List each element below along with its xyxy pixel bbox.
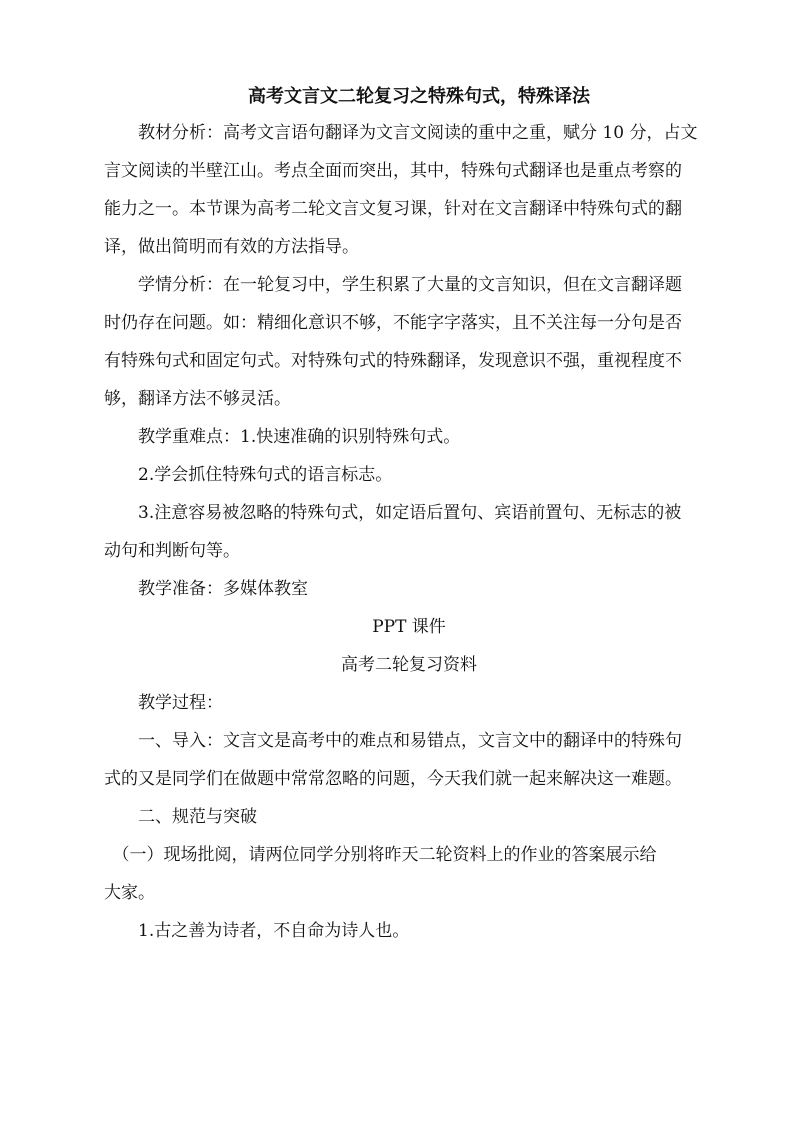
paragraph [104, 456, 714, 494]
paragraph [104, 684, 714, 722]
paragraph [104, 418, 714, 456]
paragraph [104, 494, 714, 570]
document-title: 高考文言文二轮复习之特殊句式，特殊译法 [248, 86, 590, 107]
paragraph-line: 时仍存在问题。如：精细化意识不够，不能字字落实，且不关注每一分句是否 [104, 313, 682, 333]
centered-line: 高考二轮复习资料 [341, 655, 477, 675]
section-process [104, 684, 714, 950]
paragraph-line: 言文阅读的半壁江山。考点全面而突出，其中，特殊句式翻译也是重点考察的 [104, 161, 682, 181]
centered-line: PPT 课件 [372, 617, 446, 637]
paragraph-line: 式的又是同学们在做题中常常忽略的问题，今天我们就一起来解决这一难题。 [104, 769, 682, 789]
paragraph-line: 3.注意容易被忽略的特殊句式，如定语后置句、宾语前置句、无标志的被 [104, 503, 682, 523]
paragraph-line: 学情分析：在一轮复习中，学生积累了大量的文言知识，但在文言翻译题 [104, 275, 682, 295]
paragraph-line: 教学过程： [104, 693, 223, 713]
paragraph-line: 教材分析：高考文言语句翻译为文言文阅读的重中之重，赋分 10 分，占文 [104, 123, 698, 143]
paragraph [104, 266, 714, 418]
paragraph [104, 836, 714, 912]
paragraph-line: （一）现场批阅，请两位同学分别将昨天二轮资料上的作业的答案展示给 [104, 845, 657, 865]
paragraph-line: 教学准备：多媒体教室 [104, 579, 308, 599]
paragraph [104, 114, 714, 266]
paragraph-line: 二、规范与突破 [104, 807, 257, 827]
paragraph-line: 教学重难点：1.快速准确的识别特殊句式。 [104, 427, 461, 447]
paragraph-line: 有特殊句式和固定句式。对特殊句式的特殊翻译，发现意识不强，重视程度不 [104, 351, 682, 371]
paragraph-line: 能力之一。本节课为高考二轮文言文复习课，针对在文言翻译中特殊句式的翻 [104, 199, 682, 219]
paragraph-line: 够，翻译方法不够灵活。 [104, 389, 291, 409]
paragraph [104, 570, 714, 608]
paragraph-line: 译，做出简明而有效的方法指导。 [104, 237, 359, 257]
paragraph [104, 722, 714, 798]
paragraph [104, 912, 714, 950]
paragraph-line: 一、导入：文言文是高考中的难点和易错点，文言文中的翻译中的特殊句 [104, 731, 682, 751]
paragraph [104, 798, 714, 836]
paragraph-line: 2.学会抓住特殊句式的语言标志。 [104, 465, 393, 485]
document-body [104, 84, 714, 950]
paragraph-line: 1.古之善为诗者，不自命为诗人也。 [104, 921, 410, 941]
centered-lines [104, 608, 714, 684]
paragraph-line: 动句和判断句等。 [104, 541, 240, 561]
section-intro [104, 114, 714, 608]
paragraph-line: 大家。 [104, 883, 155, 903]
